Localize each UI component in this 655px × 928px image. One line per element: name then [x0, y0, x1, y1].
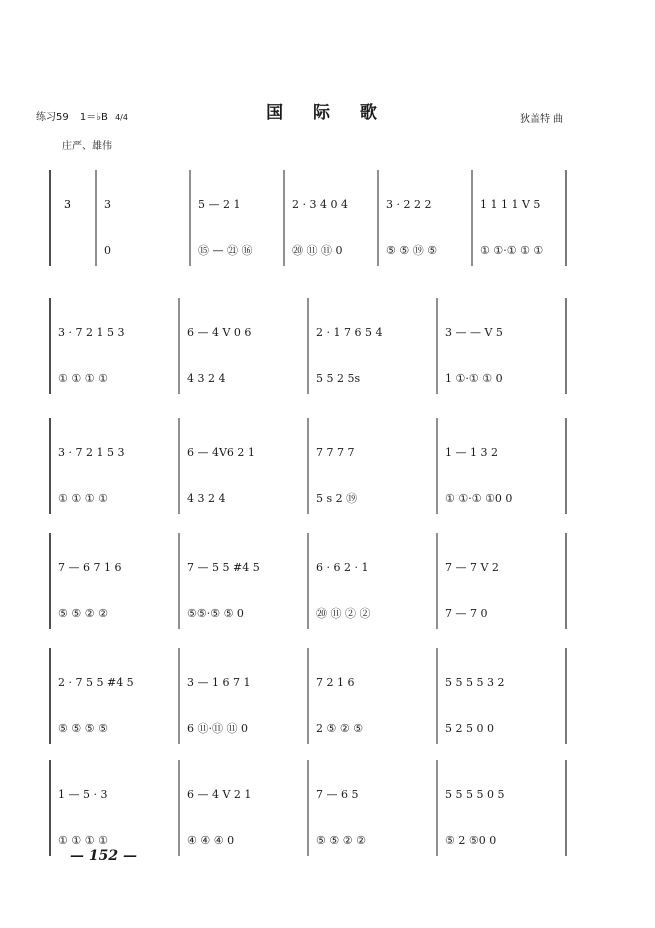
upper-voice-measure: 5 5 5 5 0 5: [445, 788, 505, 801]
expression-marking: 庄严、雄伟: [62, 141, 112, 152]
upper-voice-measure: 2 · 7 5 5 #4 5: [58, 676, 134, 689]
lower-voice-measure: ① ①·① ① ①: [480, 244, 544, 257]
lower-voice-measure: ⑤ 2 ⑤0 0: [445, 834, 497, 847]
lower-voice-measure: ⑳ ⑪ ⑪ 0: [292, 244, 343, 257]
upper-voice-measure: 3 — — V 5: [445, 326, 503, 339]
upper-voice-measure: 6 — 4 V 2 1: [187, 788, 252, 801]
lower-voice-measure: 7 — 7 0: [445, 607, 488, 620]
lower-voice-measure: ① ①·① ①0 0: [445, 492, 513, 505]
lower-voice-measure: ⑤ ⑤ ⑤ ⑤: [58, 722, 108, 735]
upper-voice-measure: 3: [104, 198, 111, 211]
upper-voice-measure: 1 — 1 3 2: [445, 446, 498, 459]
exercise-label: 练习59: [36, 112, 69, 123]
upper-voice-measure: 7 — 5 5 #4 5: [187, 561, 260, 574]
upper-voice-measure: 7 7 7 7: [316, 446, 355, 459]
lower-voice-measure: 0: [104, 244, 111, 257]
upper-voice-measure: 2 · 1 7 6 5 4: [316, 326, 383, 339]
lower-voice-measure: ⑤ ⑤ ② ②: [316, 834, 366, 847]
upper-voice-measure: 6 · 6 2 · 1: [316, 561, 369, 574]
upper-voice-measure: 7 — 7 V 2: [445, 561, 499, 574]
upper-voice-measure: 6 — 4V6 2 1: [187, 446, 255, 459]
lower-voice-measure: 5 5 2 5s: [316, 372, 361, 385]
upper-voice-measure: 7 — 6 7 1 6: [58, 561, 122, 574]
composer-credit: 狄盖特 曲: [520, 114, 564, 125]
lower-voice-measure: ⑤⑤·⑤ ⑤ 0: [187, 607, 244, 620]
key-signature: 1＝♭B: [79, 112, 108, 123]
lower-voice-measure: ⑤ ⑤ ⑲ ⑤: [386, 244, 438, 257]
lower-voice-measure: 6 ⑪·⑪ ⑪ 0: [187, 722, 248, 735]
lower-voice-measure: ① ① ① ①: [58, 492, 108, 505]
lower-voice-measure: ④ ④ ④ 0: [187, 834, 235, 847]
upper-voice-measure: 5 — 2 1: [198, 198, 241, 211]
upper-voice-measure: 3 · 7 2 1 5 3: [58, 446, 125, 459]
lower-voice-measure: ⑳ ⑪ ② ②: [316, 607, 371, 620]
lower-voice-measure: ⑤ ⑤ ② ②: [58, 607, 108, 620]
upper-voice-measure: 6 — 4 V 0 6: [187, 326, 252, 339]
lower-voice-measure: ① ① ① ①: [58, 834, 108, 847]
upper-voice-measure: 1 1 1 1 V 5: [480, 198, 541, 211]
lower-voice-measure: 2 ⑤ ② ⑤: [316, 722, 364, 735]
upper-voice-measure: 3 — 1 6 7 1: [187, 676, 251, 689]
lower-voice-measure: ① ① ① ①: [58, 372, 108, 385]
upper-voice-measure: 1 — 5 · 3: [58, 788, 108, 801]
lower-voice-measure: ⑮ — ㉑ ⑯: [198, 244, 253, 257]
lower-voice-measure: 4 3 2 4: [187, 492, 226, 505]
upper-voice-measure: 2 · 3 4 0 4: [292, 198, 348, 211]
time-signature: 4/4: [115, 113, 128, 122]
upper-voice-measure: 7 — 6 5: [316, 788, 359, 801]
upper-voice-measure: 5 5 5 5 3 2: [445, 676, 505, 689]
page-number: — 152 —: [70, 848, 137, 864]
lower-voice-measure: 5 s 2 ⑲: [316, 492, 358, 505]
upper-voice-measure: 3 · 2 2 2: [386, 198, 432, 211]
upper-voice-measure: 3 · 7 2 1 5 3: [58, 326, 125, 339]
lower-voice-measure: 5 2 5 0 0: [445, 722, 494, 735]
pickup-note: 3: [64, 198, 71, 211]
page-title: 国 际 歌: [266, 103, 389, 123]
upper-voice-measure: 7 2 1 6: [316, 676, 355, 689]
lower-voice-measure: 1 ①·① ① 0: [445, 372, 503, 385]
lower-voice-measure: 4 3 2 4: [187, 372, 226, 385]
